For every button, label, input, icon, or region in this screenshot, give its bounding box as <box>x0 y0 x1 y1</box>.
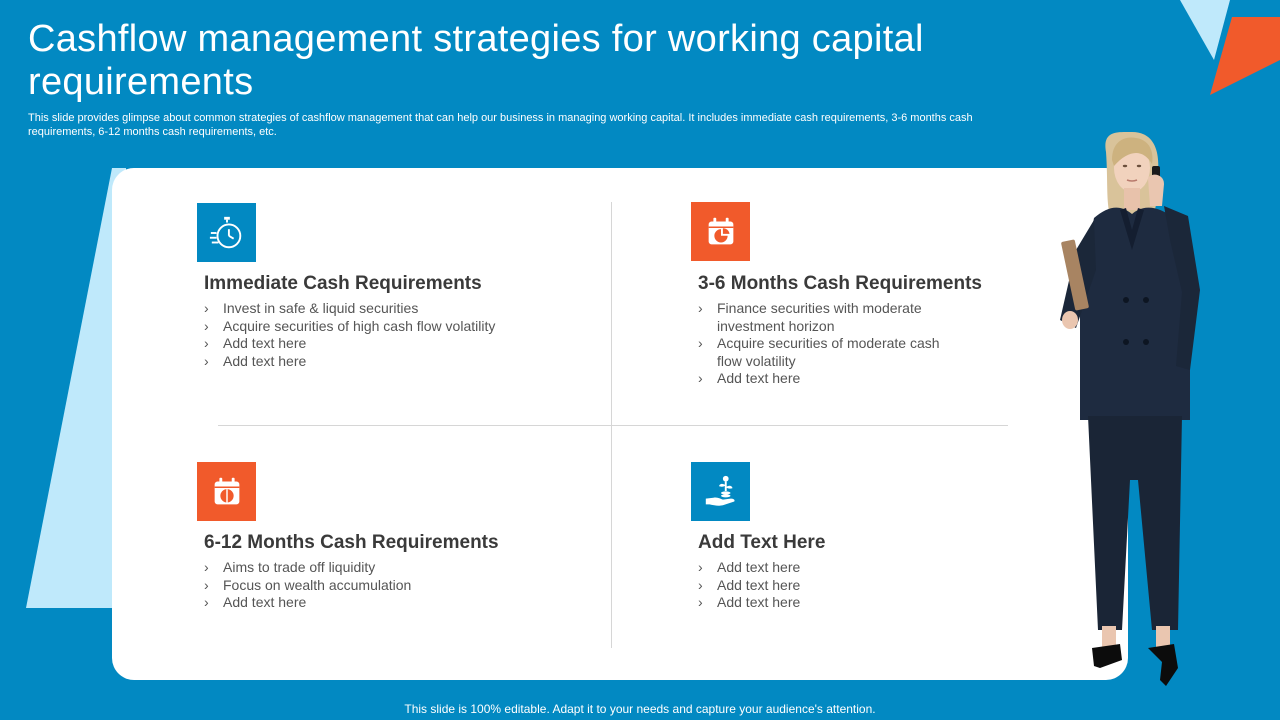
list-item: › Add text here <box>204 353 544 371</box>
section-title-immediate: Immediate Cash Requirements <box>204 273 482 294</box>
list-item: › Add text here <box>698 370 968 388</box>
section-title-6-12-months: 6-12 Months Cash Requirements <box>204 532 499 553</box>
list-item: › Add text here <box>698 577 968 595</box>
page-title: Cashflow management strategies for working capital requirements <box>28 18 924 103</box>
bullet-list-3-6-months <box>698 300 968 388</box>
corner-triangles-decoration <box>1180 0 1280 100</box>
calendar-pie-icon <box>691 202 750 261</box>
hand-money-plant-icon <box>691 462 750 521</box>
list-item: › Finance securities with moderate investment horizon <box>698 300 968 335</box>
list-item: › Focus on wealth accumulation <box>204 577 544 595</box>
list-item: › Acquire securities of high cash flow volatility <box>204 318 544 336</box>
list-item: › Add text here <box>204 335 544 353</box>
calendar-half-icon <box>197 462 256 521</box>
stopwatch-icon <box>197 203 256 262</box>
bullet-list-immediate <box>204 300 544 370</box>
page-subtitle: This slide provides glimpse about common strategies of cashflow management that can help our business in managing working capital. It includes immediate cash requirements, 3-6 months cash requirements, 6-12 months cash requirements, etc. <box>28 112 973 138</box>
list-item: › Aims to trade off liquidity <box>204 559 544 577</box>
horizontal-divider <box>218 425 1008 426</box>
list-item: › Add text here <box>698 594 968 612</box>
footer-note: This slide is 100% editable. Adapt it to your needs and capture your audience's attention. <box>404 702 876 716</box>
list-item: › Add text here <box>698 559 968 577</box>
list-item: › Invest in safe & liquid securities <box>204 300 544 318</box>
bullet-list-6-12-months <box>204 559 544 612</box>
list-item: › Add text here <box>204 594 544 612</box>
bullet-list-add-text <box>698 559 968 612</box>
section-title-3-6-months: 3-6 Months Cash Requirements <box>698 273 982 294</box>
businesswoman-image <box>1040 120 1220 690</box>
left-panel-decoration <box>26 168 126 608</box>
list-item: › Acquire securities of moderate cash flow volatility <box>698 335 968 370</box>
section-title-add-text: Add Text Here <box>698 532 826 553</box>
